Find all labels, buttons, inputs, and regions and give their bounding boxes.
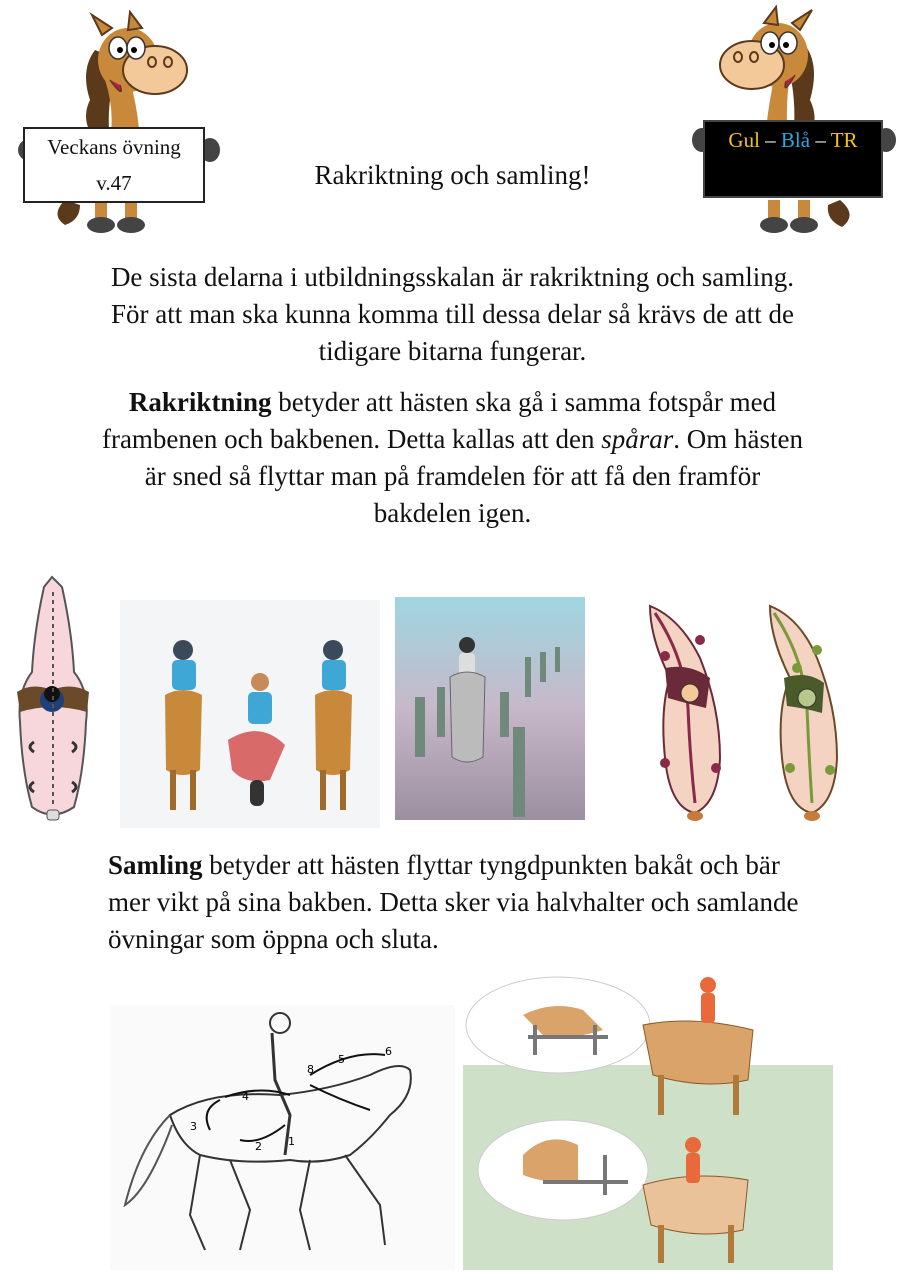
rakriktning-paragraph [95,384,810,532]
rakriktning-text-2: . Om hästen är sned så flyttar man på framdelen för att få den framför bakdelen igen. [144,424,804,528]
sparar-term: spårar [601,424,674,454]
week-exercise-label: Veckans övning [47,135,181,159]
samling-term: Samling [108,850,203,880]
thought-bubble-riders-illustration [463,975,833,1275]
level-tr: TR [830,128,858,152]
page-title: Rakriktning och samling! [314,160,591,190]
diagram-number-5: 5 [338,1053,345,1066]
samling-paragraph [108,847,808,958]
level-separator: – [810,128,831,152]
samling-text: betyder att hästen flyttar tyngdpunkten bakåt och bär mer vikt på sina bakben. Detta sker via halvhalter och samlande övningar som öppna och sluta. [108,850,799,954]
level-sign [703,120,883,198]
week-number: v.47 [96,171,132,195]
diagram-number-4: 4 [242,1090,249,1103]
rider-poles-illustration [395,597,585,825]
rakriktning-term: Rakriktning [128,387,272,417]
diagram-number-6: 6 [385,1045,392,1058]
diagram-number-8: 8 [307,1063,314,1076]
level-gul: Gul [728,128,760,152]
diagram-number-1: 1 [288,1135,295,1148]
level-separator: – [759,128,781,152]
intro-paragraph: De sista delarna i utbildningsskalan är rakriktning och samling. För att man ska kunna komma till dessa delar så krävs de att de tidigare bitarna fungerar. [110,262,795,366]
diagram-number-2: 2 [255,1140,262,1153]
horse-topview-green-illustration [762,598,852,828]
riders-wheelbarrow-illustration [120,600,380,833]
horse-topview-pink-illustration [12,572,94,832]
week-exercise-sign [23,127,205,203]
rakriktning-text-1: betyder att hästen ska gå i samma fotspår med frambenen och bakbenen. Detta kallas att den [101,387,777,454]
diagram-number-3: 3 [190,1120,197,1133]
collected-horse-sketch-illustration [110,1005,455,1275]
level-bla: Blå [780,128,811,152]
horse-topview-maroon-illustration [640,598,735,828]
